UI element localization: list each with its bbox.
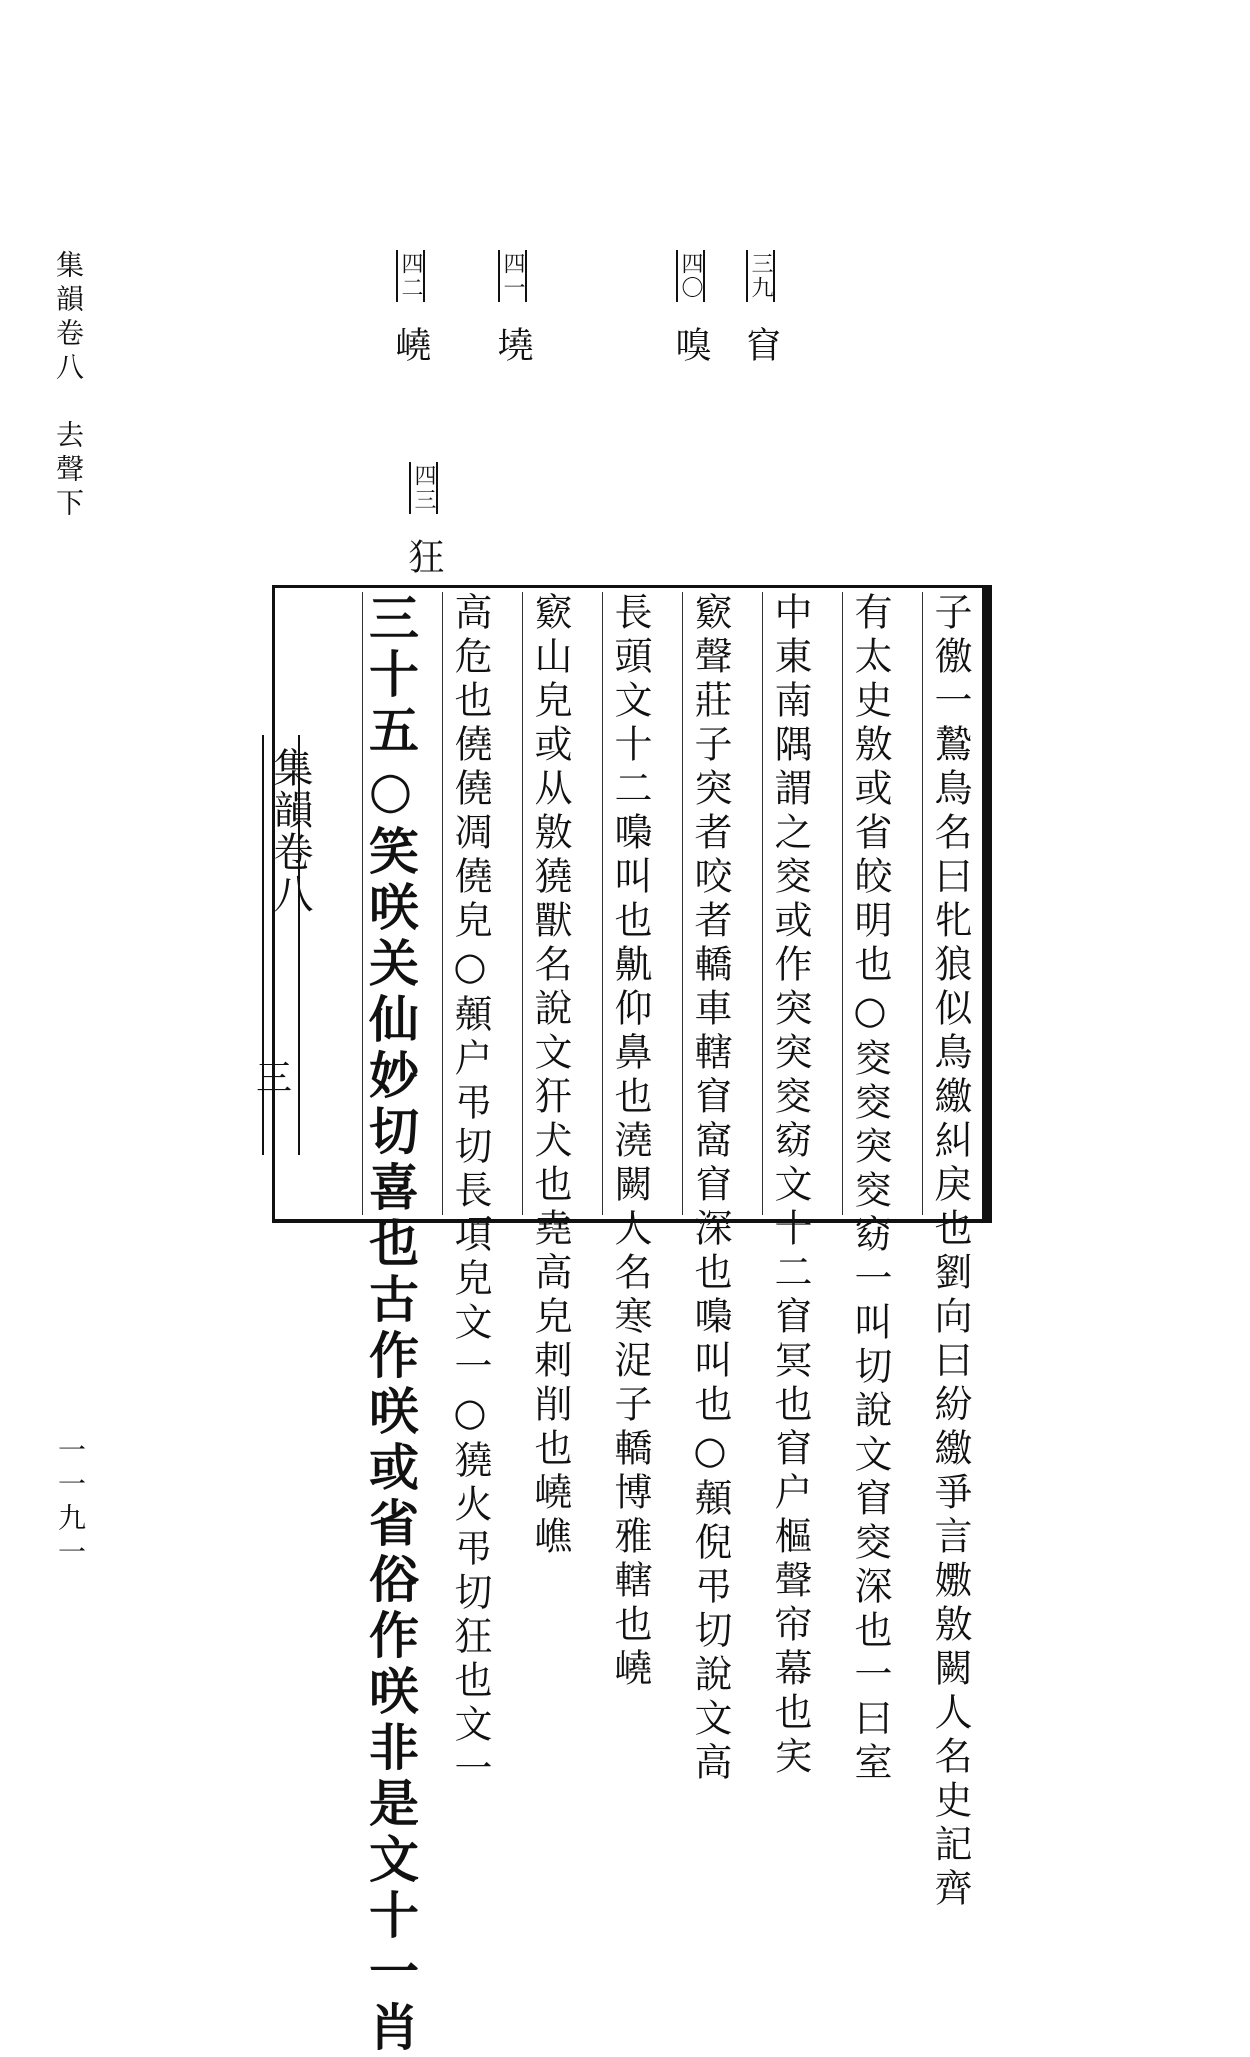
- fold-leaf-number: 三: [256, 1058, 293, 1099]
- collation-note-42: [385, 250, 436, 368]
- fold-label: 集韻卷八: [267, 747, 313, 915]
- note-number: 四二: [398, 252, 423, 300]
- collation-note-40: [665, 250, 716, 368]
- note-number: 四一: [500, 252, 525, 300]
- text-column-3: 中東南隅謂之窔或作突突窔窈文十二窅冥也窅户樞聲帘幕也宎: [762, 592, 818, 1215]
- note-number: 三九: [748, 252, 773, 300]
- note-word: 墝: [492, 325, 533, 368]
- text-column-1: 子徼一鷙鳥名曰牝狼似鳥繳糾戾也劉向曰紛繳爭言嫐敫闕人名史記齊: [922, 592, 978, 1215]
- note-word: 狂: [403, 537, 444, 580]
- rhyme-heading-column: 三十五○笑咲关仙妙切喜也古作咲或省俗作咲非是文十一肖: [361, 592, 420, 2057]
- note-number: 四三: [411, 464, 436, 512]
- note-word: 嗅: [670, 325, 711, 368]
- note-word: 嶢: [390, 325, 431, 368]
- collation-note-41: [487, 250, 538, 368]
- note-word: 窅: [740, 325, 781, 368]
- text-column-2: 有太史敫或省皎明也○窔窔突窔窈一叫切說文窅窔深也一曰室: [842, 592, 898, 1215]
- note-number: 四〇: [678, 252, 703, 300]
- text-column-6: 窽山皃或从敫獟獸名說文犴犬也堯高皃剌削也嶢嶕: [522, 592, 578, 1215]
- collation-note-39: [735, 250, 786, 368]
- text-column-7: 高危也僥僥凋僥皃○顤户弔切長項皃文一○獟火弔切狂也文一: [442, 592, 498, 1215]
- text-column-5: 長頭文十二嘄叫也鼽仰鼻也澆闕人名寒浞子轎博雅轄也嶢: [602, 592, 658, 1215]
- running-head: 集韻卷八 去聲下: [52, 250, 85, 522]
- collation-note-43: [398, 462, 449, 580]
- text-column-4: 窽聲莊子突者咬者轎車轄窅窩窅深也嘄叫也○顤倪弔切說文高: [682, 592, 738, 1215]
- text-frame: [272, 585, 992, 2057]
- page-number: 一一九一: [54, 1435, 87, 1571]
